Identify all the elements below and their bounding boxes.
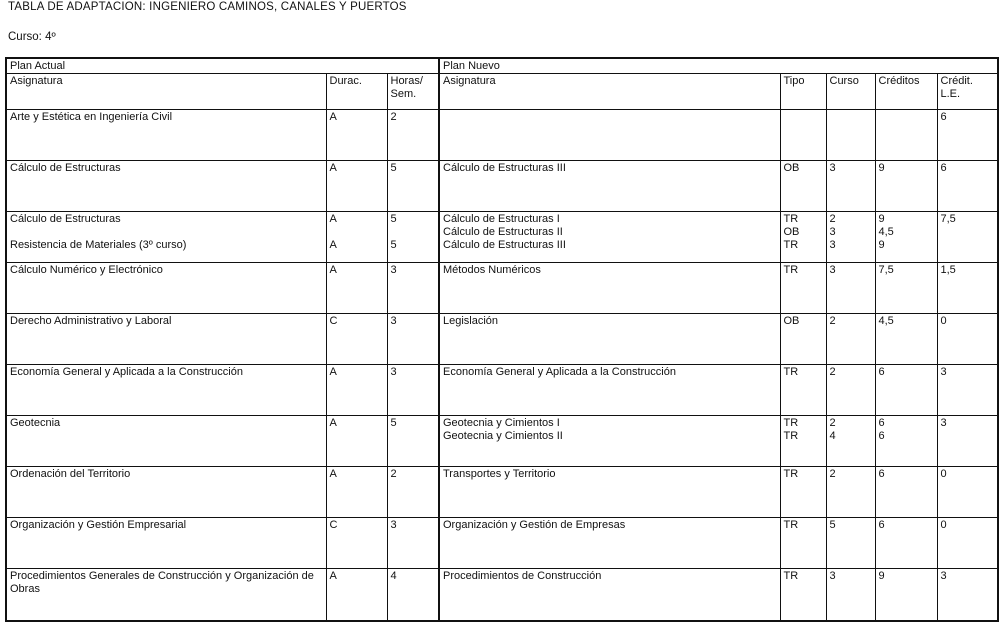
col-header-asignatura-actual: Asignatura bbox=[6, 74, 326, 110]
cell-text: 6 bbox=[940, 111, 947, 123]
cell-text: C bbox=[329, 315, 338, 327]
cell-text: A bbox=[329, 239, 337, 251]
cell-text: 3 bbox=[390, 264, 397, 276]
cell-horas bbox=[387, 212, 439, 263]
cell-curso bbox=[826, 365, 875, 416]
cell-curso bbox=[826, 569, 875, 622]
cell-text: Ordenación del Territorio bbox=[10, 468, 131, 480]
cell-text: Cálculo Numérico y Electrónico bbox=[10, 264, 163, 276]
cell-text: OB bbox=[783, 315, 800, 327]
cell-text: 5 bbox=[390, 213, 397, 225]
cell-durac bbox=[326, 263, 387, 314]
cell-text: A bbox=[329, 264, 337, 276]
cell-text: 5 bbox=[390, 239, 397, 251]
cell-text: A bbox=[329, 570, 337, 582]
cell-creditos bbox=[875, 212, 937, 263]
cell-text: Economía General y Aplicada a la Construcción bbox=[443, 366, 676, 378]
cell-text: Organización y Gestión Empresarial bbox=[10, 519, 187, 531]
cell-text: OB bbox=[783, 162, 800, 174]
cell-text: Cálculo de Estructuras I bbox=[443, 213, 560, 225]
cell-horas bbox=[387, 416, 439, 467]
cell-horas bbox=[387, 365, 439, 416]
cell-asignatura-nuevo bbox=[439, 314, 780, 365]
col-header-asignatura-nuevo: Asignatura bbox=[439, 74, 780, 110]
cell-text: A bbox=[329, 468, 337, 480]
cell-curso bbox=[826, 161, 875, 212]
cell-text: 5 bbox=[390, 417, 397, 429]
cell-credit-le bbox=[937, 569, 998, 622]
cell-asignatura-actual bbox=[6, 161, 326, 212]
cell-creditos bbox=[875, 518, 937, 569]
cell-text: 2 bbox=[390, 111, 397, 123]
cell-credit-le bbox=[937, 518, 998, 569]
cell-text: Cálculo de Estructuras bbox=[10, 213, 121, 225]
cell-text: Procedimientos de Construcción bbox=[443, 570, 602, 582]
cell-durac bbox=[326, 212, 387, 263]
cell-creditos bbox=[875, 365, 937, 416]
cell-text: Geotecnia bbox=[10, 417, 61, 429]
cell-credit-le bbox=[937, 416, 998, 467]
cell-durac bbox=[326, 518, 387, 569]
cell-curso bbox=[826, 518, 875, 569]
col-header-credit-le-line2: L.E. bbox=[940, 88, 961, 100]
cell-text: 9 bbox=[878, 239, 885, 251]
cell-text: TR bbox=[783, 519, 799, 531]
cell-asignatura-nuevo bbox=[439, 110, 780, 161]
cell-curso bbox=[826, 467, 875, 518]
adaptation-table bbox=[5, 57, 999, 622]
cell-asignatura-nuevo bbox=[439, 212, 780, 263]
table-row bbox=[6, 569, 998, 622]
cell-text: 4 bbox=[390, 570, 397, 582]
cell-curso bbox=[826, 263, 875, 314]
cell-asignatura-actual bbox=[6, 569, 326, 622]
cell-text: A bbox=[329, 213, 337, 225]
cell-tipo bbox=[780, 212, 826, 263]
cell-horas bbox=[387, 467, 439, 518]
cell-text: 4 bbox=[829, 430, 836, 442]
cell-curso bbox=[826, 110, 875, 161]
course-label: Curso: 4º bbox=[8, 31, 56, 43]
cell-credit-le bbox=[937, 314, 998, 365]
cell-horas bbox=[387, 110, 439, 161]
cell-durac bbox=[326, 416, 387, 467]
table-row bbox=[6, 212, 998, 263]
cell-asignatura-actual bbox=[6, 518, 326, 569]
cell-creditos bbox=[875, 161, 937, 212]
cell-asignatura-actual bbox=[6, 110, 326, 161]
cell-text: TR bbox=[783, 264, 799, 276]
cell-text: 6 bbox=[940, 162, 947, 174]
cell-text: 3 bbox=[940, 417, 947, 429]
cell-asignatura-actual bbox=[6, 365, 326, 416]
cell-curso bbox=[826, 314, 875, 365]
table-row bbox=[6, 518, 998, 569]
cell-curso bbox=[826, 416, 875, 467]
cell-asignatura-nuevo bbox=[439, 518, 780, 569]
cell-text: 1,5 bbox=[940, 264, 956, 276]
cell-durac bbox=[326, 467, 387, 518]
cell-horas bbox=[387, 263, 439, 314]
cell-text: 6 bbox=[878, 430, 885, 442]
cell-creditos bbox=[875, 314, 937, 365]
cell-text: 3 bbox=[390, 519, 397, 531]
cell-asignatura-actual bbox=[6, 314, 326, 365]
cell-credit-le bbox=[937, 212, 998, 263]
cell-text bbox=[391, 226, 436, 239]
cell-text: 0 bbox=[940, 519, 947, 531]
cell-text: 3 bbox=[940, 570, 947, 582]
cell-text: Organización y Gestión de Empresas bbox=[443, 519, 626, 531]
cell-curso bbox=[826, 212, 875, 263]
cell-horas bbox=[387, 314, 439, 365]
cell-text: TR bbox=[783, 430, 799, 442]
cell-creditos bbox=[875, 416, 937, 467]
cell-text: TR bbox=[783, 570, 799, 582]
cell-tipo bbox=[780, 110, 826, 161]
cell-text: Cálculo de Estructuras III bbox=[443, 239, 566, 251]
cell-text: 5 bbox=[829, 519, 836, 531]
plan-nuevo-header: Plan Nuevo bbox=[439, 58, 998, 74]
col-header-credit-le bbox=[937, 74, 998, 110]
cell-asignatura-actual bbox=[6, 416, 326, 467]
plan-actual-header: Plan Actual bbox=[6, 58, 439, 74]
cell-text: Resistencia de Materiales (3º curso) bbox=[10, 239, 187, 251]
cell-text: 6 bbox=[878, 366, 885, 378]
cell-text: 9 bbox=[878, 162, 885, 174]
cell-durac bbox=[326, 314, 387, 365]
cell-text: 3 bbox=[829, 264, 836, 276]
cell-text: OB bbox=[783, 226, 800, 238]
cell-text: TR bbox=[783, 468, 799, 480]
cell-tipo bbox=[780, 416, 826, 467]
cell-text: TR bbox=[783, 366, 799, 378]
table-row bbox=[6, 416, 998, 467]
cell-text: TR bbox=[783, 417, 799, 429]
cell-text: A bbox=[329, 111, 337, 123]
cell-text: 3 bbox=[829, 570, 836, 582]
cell-tipo bbox=[780, 314, 826, 365]
cell-text: Derecho Administrativo y Laboral bbox=[10, 315, 172, 327]
cell-text: 3 bbox=[390, 366, 397, 378]
cell-text bbox=[10, 226, 323, 239]
cell-creditos bbox=[875, 569, 937, 622]
cell-text: Cálculo de Estructuras II bbox=[443, 226, 563, 238]
cell-text bbox=[330, 226, 384, 239]
cell-text: 6 bbox=[878, 519, 885, 531]
cell-tipo bbox=[780, 161, 826, 212]
table-row bbox=[6, 467, 998, 518]
cell-text: 3 bbox=[829, 226, 836, 238]
cell-text: 9 bbox=[878, 570, 885, 582]
table-row bbox=[6, 365, 998, 416]
cell-text: TR bbox=[783, 213, 799, 225]
cell-text: 0 bbox=[940, 315, 947, 327]
cell-text: 0 bbox=[940, 468, 947, 480]
document-title: TABLA DE ADAPTACION: INGENIERO CAMINOS, CANALES Y PUERTOS bbox=[8, 1, 407, 13]
cell-credit-le bbox=[937, 365, 998, 416]
cell-text: 4,5 bbox=[878, 315, 894, 327]
col-header-horas bbox=[387, 74, 439, 110]
cell-text: 7,5 bbox=[940, 213, 956, 225]
cell-text: 2 bbox=[829, 417, 836, 429]
cell-tipo bbox=[780, 365, 826, 416]
cell-text: 2 bbox=[829, 315, 836, 327]
cell-text: Geotecnia y Cimientos I bbox=[443, 417, 560, 429]
cell-durac bbox=[326, 110, 387, 161]
cell-durac bbox=[326, 365, 387, 416]
cell-text: Cálculo de Estructuras bbox=[10, 162, 121, 174]
table-row bbox=[6, 110, 998, 161]
cell-tipo bbox=[780, 467, 826, 518]
cell-creditos bbox=[875, 263, 937, 314]
cell-credit-le bbox=[937, 161, 998, 212]
cell-tipo bbox=[780, 263, 826, 314]
cell-text: TR bbox=[783, 239, 799, 251]
cell-text: 2 bbox=[390, 468, 397, 480]
cell-text: 2 bbox=[829, 366, 836, 378]
cell-asignatura-actual bbox=[6, 467, 326, 518]
col-header-credit-le-line1: Crédit. bbox=[940, 75, 973, 87]
col-header-horas-line2: Sem. bbox=[390, 88, 417, 100]
col-header-creditos: Créditos bbox=[875, 74, 937, 110]
col-header-durac: Durac. bbox=[326, 74, 387, 110]
col-header-tipo: Tipo bbox=[780, 74, 826, 110]
cell-asignatura-actual bbox=[6, 263, 326, 314]
col-header-curso: Curso bbox=[826, 74, 875, 110]
cell-text: A bbox=[329, 366, 337, 378]
table-row bbox=[6, 314, 998, 365]
cell-horas bbox=[387, 161, 439, 212]
cell-text: 2 bbox=[829, 213, 836, 225]
cell-text: 5 bbox=[390, 162, 397, 174]
cell-text: 9 bbox=[878, 213, 885, 225]
cell-asignatura-nuevo bbox=[439, 416, 780, 467]
cell-text: A bbox=[329, 162, 337, 174]
cell-text: 3 bbox=[829, 162, 836, 174]
cell-asignatura-actual bbox=[6, 212, 326, 263]
cell-text: 3 bbox=[829, 239, 836, 251]
col-header-horas-line1: Horas/ bbox=[390, 75, 423, 87]
cell-text: 6 bbox=[878, 468, 885, 480]
cell-horas bbox=[387, 569, 439, 622]
cell-text: Transportes y Territorio bbox=[443, 468, 556, 480]
cell-text: C bbox=[329, 519, 338, 531]
cell-creditos bbox=[875, 110, 937, 161]
cell-tipo bbox=[780, 569, 826, 622]
cell-text: Procedimientos Generales de Construcción y Organización de Obras bbox=[10, 570, 314, 595]
cell-text: A bbox=[329, 417, 337, 429]
cell-horas bbox=[387, 518, 439, 569]
cell-asignatura-nuevo bbox=[439, 365, 780, 416]
cell-text: Arte y Estética en Ingeniería Civil bbox=[10, 111, 173, 123]
cell-durac bbox=[326, 569, 387, 622]
cell-asignatura-nuevo bbox=[439, 569, 780, 622]
cell-text: Métodos Numéricos bbox=[443, 264, 541, 276]
table-body bbox=[6, 110, 998, 622]
table-row bbox=[6, 161, 998, 212]
cell-text: 4,5 bbox=[878, 226, 894, 238]
cell-asignatura-nuevo bbox=[439, 263, 780, 314]
cell-text: Geotecnia y Cimientos II bbox=[443, 430, 563, 442]
cell-credit-le bbox=[937, 467, 998, 518]
cell-text: 3 bbox=[390, 315, 397, 327]
table-row bbox=[6, 263, 998, 314]
cell-credit-le bbox=[937, 110, 998, 161]
cell-tipo bbox=[780, 518, 826, 569]
cell-asignatura-nuevo bbox=[439, 467, 780, 518]
cell-text: 7,5 bbox=[878, 264, 894, 276]
cell-text: 6 bbox=[878, 417, 885, 429]
cell-text: Cálculo de Estructuras III bbox=[443, 162, 566, 174]
cell-durac bbox=[326, 161, 387, 212]
cell-credit-le bbox=[937, 263, 998, 314]
cell-asignatura-nuevo bbox=[439, 161, 780, 212]
cell-text: Legislación bbox=[443, 315, 499, 327]
cell-text: 2 bbox=[829, 468, 836, 480]
cell-text: 3 bbox=[940, 366, 947, 378]
cell-text: Economía General y Aplicada a la Construcción bbox=[10, 366, 243, 378]
cell-creditos bbox=[875, 467, 937, 518]
